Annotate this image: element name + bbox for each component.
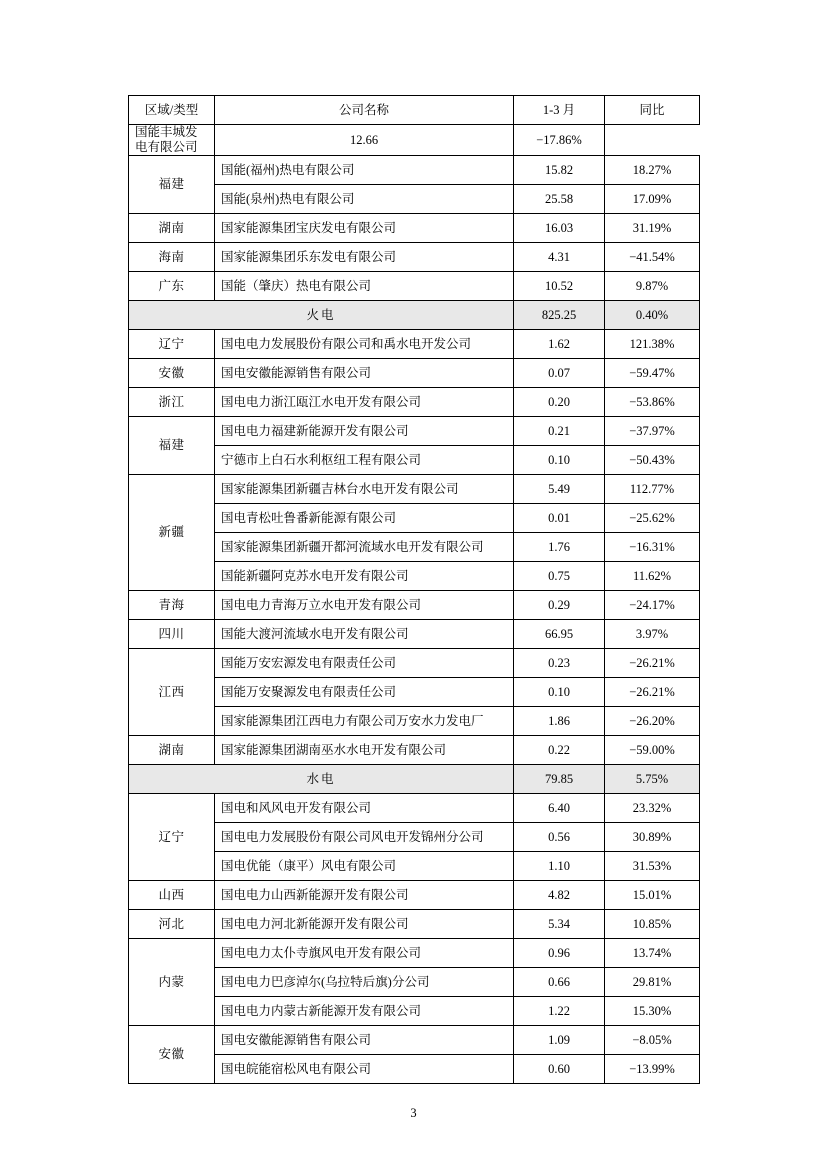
table-subtotal-row [129,765,700,794]
table-row [129,125,700,156]
table-row [129,156,700,185]
table-row [129,591,700,620]
cell-company: 国家能源集团新疆开都河流域水电开发有限公司 [215,533,514,562]
cell-value: 1.86 [514,707,605,736]
subtotal-yoy: 5.75% [605,765,700,794]
cell-yoy: 10.85% [605,910,700,939]
cell-company: 国能（肇庆）热电有限公司 [215,272,514,301]
cell-company: 国能(福州)热电有限公司 [215,156,514,185]
table-row [129,968,700,997]
cell-value: 0.23 [514,649,605,678]
table-row [129,330,700,359]
cell-value: 4.31 [514,243,605,272]
cell-region: 江西 [129,649,215,736]
cell-region: 福建 [129,417,215,475]
cell-company: 国家能源集团宝庆发电有限公司 [215,214,514,243]
cell-yoy: −26.20% [605,707,700,736]
cell-company: 国电电力青海万立水电开发有限公司 [215,591,514,620]
table-row [129,243,700,272]
cell-value: 4.82 [514,881,605,910]
subtotal-label: 水电 [129,765,514,794]
table-subtotal-row [129,301,700,330]
table-row [129,1055,700,1084]
subtotal-label: 火电 [129,301,514,330]
cell-value: 12.66 [215,125,514,156]
cell-company: 国家能源集团乐东发电有限公司 [215,243,514,272]
cell-company: 国家能源集团新疆吉林台水电开发有限公司 [215,475,514,504]
table-row [129,620,700,649]
cell-company: 宁德市上白石水利枢纽工程有限公司 [215,446,514,475]
cell-yoy: −26.21% [605,678,700,707]
cell-company: 国能万安宏源发电有限责任公司 [215,649,514,678]
table-row [129,359,700,388]
table-row [129,678,700,707]
cell-yoy: 29.81% [605,968,700,997]
table-row [129,214,700,243]
cell-value: 0.07 [514,359,605,388]
cell-yoy: 112.77% [605,475,700,504]
cell-region: 福建 [129,156,215,214]
cell-value: 0.21 [514,417,605,446]
table-body [129,125,700,1084]
cell-company: 国电电力太仆寺旗风电开发有限公司 [215,939,514,968]
cell-yoy: 11.62% [605,562,700,591]
cell-yoy: −59.00% [605,736,700,765]
table-row [129,794,700,823]
cell-region: 河北 [129,910,215,939]
table-row [129,997,700,1026]
cell-value: 15.82 [514,156,605,185]
cell-yoy: 18.27% [605,156,700,185]
cell-yoy: −53.86% [605,388,700,417]
cell-value: 25.58 [514,185,605,214]
cell-value: 0.10 [514,446,605,475]
cell-company: 国能新疆阿克苏水电开发有限公司 [215,562,514,591]
cell-company: 国电皖能宿松风电有限公司 [215,1055,514,1084]
table-row [129,185,700,214]
cell-yoy: −16.31% [605,533,700,562]
table-row [129,707,700,736]
cell-region: 辽宁 [129,330,215,359]
cell-yoy: −50.43% [605,446,700,475]
table-row [129,649,700,678]
cell-yoy: 121.38% [605,330,700,359]
cell-yoy: 31.19% [605,214,700,243]
table-row [129,881,700,910]
table-row [129,562,700,591]
cell-yoy: 17.09% [605,185,700,214]
page-number: 3 [410,1106,417,1120]
cell-value: 0.75 [514,562,605,591]
cell-value: 0.20 [514,388,605,417]
cell-value: 10.52 [514,272,605,301]
column-header-region: 区域/类型 [129,96,215,125]
cell-company: 国电电力山西新能源开发有限公司 [215,881,514,910]
table-row [129,1026,700,1055]
cell-yoy: −13.99% [605,1055,700,1084]
cell-region: 浙江 [129,388,215,417]
cell-company: 国能丰城发电有限公司 [129,125,215,156]
cell-company: 国能大渡河流域水电开发有限公司 [215,620,514,649]
cell-company: 国电电力发展股份有限公司和禹水电开发公司 [215,330,514,359]
column-header-yoy: 同比 [605,96,700,125]
cell-region: 海南 [129,243,215,272]
cell-value: 1.22 [514,997,605,1026]
cell-region: 安徽 [129,1026,215,1084]
table-row [129,272,700,301]
cell-yoy: −17.86% [514,125,605,156]
cell-value: 6.40 [514,794,605,823]
table-row [129,852,700,881]
column-header-value: 1-3 月 [514,96,605,125]
cell-value: 0.01 [514,504,605,533]
cell-company: 国电青松吐鲁番新能源有限公司 [215,504,514,533]
cell-company: 国电安徽能源销售有限公司 [215,359,514,388]
cell-company: 国电电力内蒙古新能源开发有限公司 [215,997,514,1026]
cell-value: 0.22 [514,736,605,765]
cell-value: 0.66 [514,968,605,997]
cell-yoy: −8.05% [605,1026,700,1055]
cell-yoy: −26.21% [605,649,700,678]
column-header-company: 公司名称 [215,96,514,125]
cell-value: 0.96 [514,939,605,968]
cell-company: 国电电力福建新能源开发有限公司 [215,417,514,446]
cell-value: 1.62 [514,330,605,359]
subtotal-value: 825.25 [514,301,605,330]
power-generation-table [128,95,700,1084]
cell-company: 国电电力河北新能源开发有限公司 [215,910,514,939]
table-row [129,910,700,939]
cell-value: 0.60 [514,1055,605,1084]
cell-company: 国能(泉州)热电有限公司 [215,185,514,214]
cell-region: 山西 [129,881,215,910]
cell-value: 5.49 [514,475,605,504]
cell-company: 国电电力巴彦淖尔(乌拉特后旗)分公司 [215,968,514,997]
table-row [129,446,700,475]
cell-value: 16.03 [514,214,605,243]
cell-region: 广东 [129,272,215,301]
cell-yoy: −25.62% [605,504,700,533]
cell-company: 国电电力发展股份有限公司风电开发锦州分公司 [215,823,514,852]
cell-value: 1.09 [514,1026,605,1055]
cell-yoy: 3.97% [605,620,700,649]
cell-value: 0.10 [514,678,605,707]
cell-yoy: 23.32% [605,794,700,823]
cell-yoy: −24.17% [605,591,700,620]
table-row [129,736,700,765]
cell-region: 湖南 [129,736,215,765]
cell-yoy: 15.30% [605,997,700,1026]
cell-company: 国电优能（康平）风电有限公司 [215,852,514,881]
cell-region: 新疆 [129,475,215,591]
table-header-row [129,96,700,125]
cell-yoy: −37.97% [605,417,700,446]
cell-value: 5.34 [514,910,605,939]
cell-value: 1.10 [514,852,605,881]
cell-company: 国电和风风电开发有限公司 [215,794,514,823]
cell-company: 国电电力浙江瓯江水电开发有限公司 [215,388,514,417]
cell-value: 0.29 [514,591,605,620]
cell-yoy: 9.87% [605,272,700,301]
cell-yoy: 13.74% [605,939,700,968]
cell-value: 1.76 [514,533,605,562]
cell-company: 国家能源集团江西电力有限公司万安水力发电厂 [215,707,514,736]
cell-company: 国能万安聚源发电有限责任公司 [215,678,514,707]
cell-company: 国电安徽能源销售有限公司 [215,1026,514,1055]
cell-yoy: −59.47% [605,359,700,388]
cell-value: 66.95 [514,620,605,649]
cell-region: 湖南 [129,214,215,243]
cell-region: 青海 [129,591,215,620]
table-row [129,939,700,968]
table-header [129,96,700,125]
cell-company: 国家能源集团湖南巫水水电开发有限公司 [215,736,514,765]
cell-region: 内蒙 [129,939,215,1026]
cell-region: 辽宁 [129,794,215,881]
subtotal-yoy: 0.40% [605,301,700,330]
cell-yoy: 31.53% [605,852,700,881]
table-row [129,475,700,504]
table-row [129,388,700,417]
cell-yoy: 30.89% [605,823,700,852]
cell-region: 四川 [129,620,215,649]
table-row [129,823,700,852]
cell-value: 0.56 [514,823,605,852]
table-row [129,417,700,446]
subtotal-value: 79.85 [514,765,605,794]
cell-yoy: −41.54% [605,243,700,272]
cell-yoy: 15.01% [605,881,700,910]
table-row [129,504,700,533]
table-row [129,533,700,562]
cell-region: 安徽 [129,359,215,388]
